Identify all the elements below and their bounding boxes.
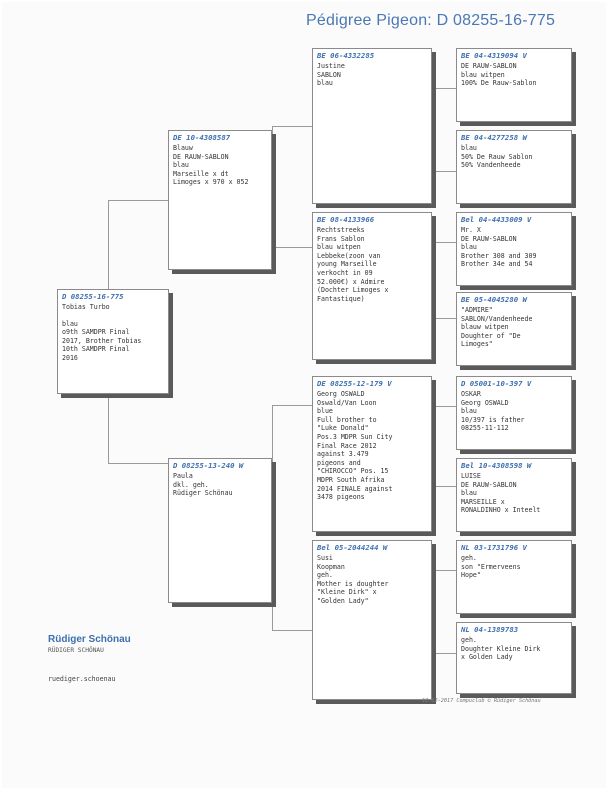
- info-line: SABLON/Vandenheede: [461, 314, 533, 323]
- info-line: x Golden Lady: [461, 653, 513, 662]
- info-line: Doughter Kleine Dirk: [461, 644, 541, 653]
- footer-credit: 12-02-2017 Compuclub © Rüdiger Schönau: [422, 698, 541, 704]
- connector: [434, 88, 435, 171]
- info-line: Brother 308 and 309: [461, 251, 537, 260]
- info-line: "Kleine Dirk" x: [317, 588, 377, 597]
- ring-number: D 08255-16-775: [62, 292, 124, 301]
- info-line: 2016: [62, 353, 78, 362]
- info-line: Georg OSWALD: [317, 390, 365, 398]
- connector: [434, 486, 456, 487]
- info-line: Rechtstreeks: [317, 226, 365, 234]
- info-line: RONALDINHO x Inteelt: [461, 506, 541, 515]
- info-line: Mr. X: [461, 226, 481, 234]
- pigeon-card-ssd: [456, 130, 572, 204]
- info-line: blau witpen: [461, 70, 505, 79]
- info-line: pigeons and: [317, 458, 361, 467]
- pigeon-card-sire: [168, 130, 272, 270]
- connector: [272, 247, 312, 248]
- info-line: blau: [461, 144, 477, 152]
- info-line: 50% Vandenheede: [461, 161, 521, 170]
- info-line: blau: [461, 407, 477, 416]
- info-line: Limoges": [461, 340, 493, 349]
- info-line: 2014 FINALE against: [317, 484, 393, 493]
- connector: [434, 242, 435, 318]
- info-line: geh.: [461, 554, 477, 562]
- pigeon-card-dam-sire: [312, 376, 432, 532]
- ring-number: D 08255-13-240 W: [173, 461, 244, 470]
- connector: [434, 406, 435, 486]
- info-line: Tobias Turbo: [62, 303, 110, 311]
- info-line: 10th SAMDPR Final: [62, 345, 130, 354]
- info-line: (Dochter Limoges x: [317, 286, 389, 295]
- info-line: blauw witpen: [461, 323, 509, 332]
- info-line: 100% De Rauw-Sablon: [461, 79, 537, 88]
- pigeon-card-sss: [456, 48, 572, 122]
- info-line: Hope": [461, 571, 481, 580]
- info-line: Brother 34e and 54: [461, 260, 533, 269]
- ring-number: DE 10-4308587: [173, 133, 231, 142]
- connector: [434, 406, 456, 407]
- ring-number: Bel 10-4308598 W: [461, 461, 532, 470]
- info-line: blau: [461, 243, 477, 252]
- connector: [272, 126, 312, 127]
- connector: [272, 405, 273, 630]
- info-line: blau: [317, 79, 333, 88]
- connector: [434, 171, 456, 172]
- info-line: "Luke Donald": [317, 424, 369, 433]
- connector: [434, 653, 456, 654]
- info-line: Limoges x 970 x 052: [173, 178, 249, 187]
- ring-number: BE 05-4045280 W: [461, 295, 527, 304]
- breeder-website: ruediger.schoenau: [48, 675, 116, 683]
- info-line: geh.: [317, 571, 333, 580]
- connector: [108, 200, 170, 201]
- info-line: DE RAUW-SABLON: [461, 62, 517, 70]
- pigeon-card-subject: [57, 289, 169, 394]
- pigeon-card-sdd: [456, 292, 572, 366]
- info-line: blue: [317, 407, 333, 416]
- ring-number: BE 06-4332285: [317, 51, 375, 60]
- spacer: [62, 312, 164, 320]
- info-line: DE RAUW-SABLON: [461, 480, 517, 489]
- info-line: Georg OSWALD: [461, 398, 509, 407]
- page-title: Pédigree Pigeon: D 08255-16-775: [306, 12, 556, 29]
- info-line: Lebbeke(zoon van: [317, 251, 381, 260]
- info-line: verkocht in 09: [317, 268, 373, 277]
- pigeon-card-sire-sire: [312, 48, 432, 204]
- pigeon-card-dss: [456, 376, 572, 450]
- info-line: Koopman: [317, 562, 345, 571]
- info-line: 3478 pigeons: [317, 493, 365, 502]
- connector: [272, 126, 273, 247]
- breeder-name: Rüdiger Schönau: [48, 634, 131, 645]
- info-line: Oswald/Van Loon: [317, 398, 377, 407]
- info-line: Pos.3 MDPR Sun City: [317, 432, 393, 441]
- info-line: 08255-11-112: [461, 424, 509, 433]
- info-line: Fantastique): [317, 294, 365, 303]
- info-line: blau: [461, 489, 477, 498]
- ring-number: Bel 04-4433009 V: [461, 215, 532, 224]
- ring-number: D 05001-10-397 V: [461, 379, 532, 388]
- info-line: OSKAR: [461, 390, 481, 398]
- connector: [434, 570, 456, 571]
- pigeon-card-sds: [456, 212, 572, 286]
- info-line: Marseille x dt: [173, 169, 229, 178]
- ring-number: BE 08-4133966: [317, 215, 375, 224]
- info-line: geh.: [461, 636, 477, 644]
- info-line: Full brother to: [317, 415, 377, 424]
- info-line: against 3.479: [317, 450, 369, 459]
- info-line: 50% De Rauw Sablon: [461, 152, 533, 161]
- ring-number: NL 03-1731796 V: [461, 543, 527, 552]
- info-line: dkl. geh.: [173, 480, 209, 489]
- ring-number: Bel 05-2044244 W: [317, 543, 388, 552]
- ring-number: BE 04-4277258 W: [461, 133, 527, 142]
- info-line: Rüdiger Schönau: [173, 489, 233, 498]
- pigeon-card-ddd: [456, 622, 572, 694]
- connector: [434, 242, 456, 243]
- info-line: Doughter of "De: [461, 331, 521, 340]
- info-line: Mother is doughter: [317, 579, 389, 588]
- pigeon-card-dam: [168, 458, 272, 603]
- pigeon-card-dds: [456, 540, 572, 614]
- info-line: "Golden Lady": [317, 596, 369, 605]
- info-line: DE RAUW-SABLON: [461, 234, 517, 243]
- info-line: blau witpen: [317, 243, 361, 252]
- info-line: MDPR South Afrika: [317, 475, 385, 484]
- info-line: o9th SAMDPR Final: [62, 328, 130, 337]
- info-line: Frans Sablon: [317, 234, 365, 243]
- connector: [434, 570, 435, 653]
- ring-number: DE 08255-12-179 V: [317, 379, 392, 388]
- pigeon-card-dsd: [456, 458, 572, 532]
- pigeon-card-sire-dam: [312, 212, 432, 360]
- info-line: MARSEILLE x: [461, 497, 505, 506]
- info-line: Final Race 2012: [317, 441, 377, 450]
- breeder-subtitle: RÜDIGER SCHÖNAU: [48, 647, 104, 654]
- connector: [434, 318, 456, 319]
- ring-number: NL 04-1389783: [461, 625, 519, 634]
- info-line: young Marseille: [317, 260, 377, 269]
- info-line: Susi: [317, 554, 333, 562]
- ring-number: BE 04-4319094 V: [461, 51, 527, 60]
- connector: [434, 88, 456, 89]
- info-line: blau: [173, 161, 189, 170]
- info-line: 10/397 is father: [461, 415, 525, 424]
- info-line: Paula: [173, 472, 193, 480]
- info-line: 2017, Brother Tobias: [62, 336, 142, 345]
- info-line: Blauw: [173, 144, 193, 152]
- info-line: SABLON: [317, 70, 341, 79]
- info-line: son "Ermerveens: [461, 562, 521, 571]
- info-line: LUISE: [461, 472, 481, 480]
- connector: [272, 630, 312, 631]
- info-line: blau: [62, 319, 78, 328]
- connector: [108, 463, 170, 464]
- info-line: Justine: [317, 62, 345, 70]
- info-line: "ADMIRE": [461, 306, 493, 314]
- info-line: 52.000€) x Admire: [317, 277, 385, 286]
- connector: [272, 405, 312, 406]
- info-line: DE RAUW-SABLON: [173, 152, 229, 161]
- pigeon-card-dam-dam: [312, 540, 432, 700]
- info-line: "CHIROCCO" Pos. 15: [317, 467, 389, 476]
